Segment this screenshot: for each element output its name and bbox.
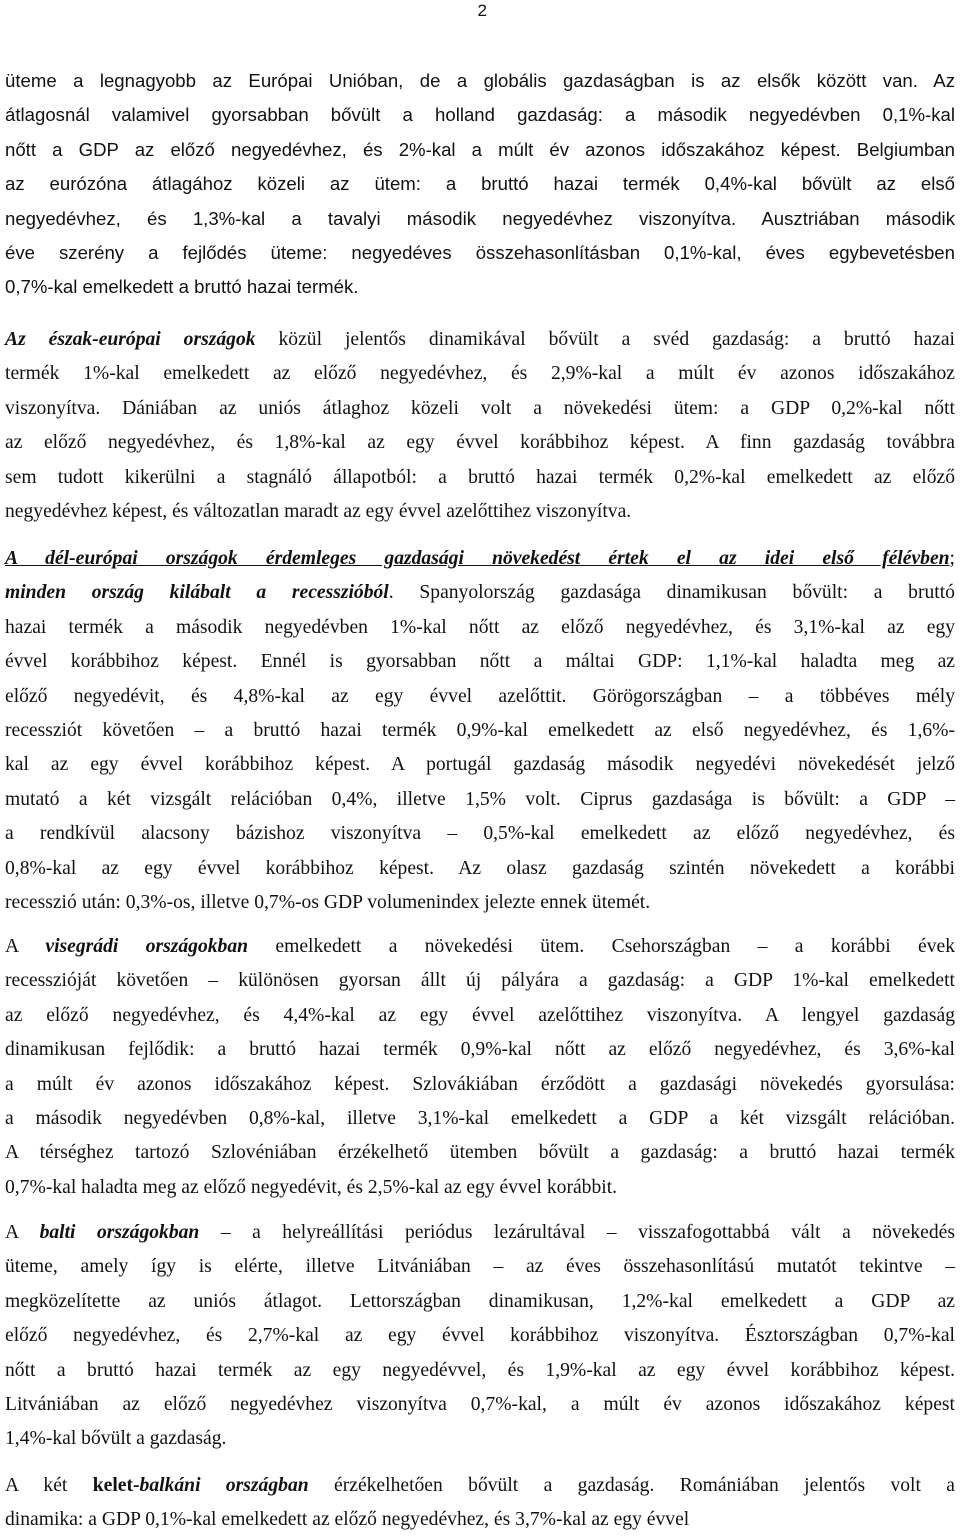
text-run: közül jelentős dinamikával bővült a svéd gazdaság: a bruttó hazai bbox=[255, 329, 955, 350]
text-run: – a helyreállítási periódus lezárultával – visszafogottabbá vált a növekedés bbox=[199, 1222, 955, 1243]
text-line bbox=[5, 748, 955, 782]
text-run: kal az egy évvel korábbihoz képest. A portugál gazdaság második negyedévi növekedését jelző bbox=[5, 754, 955, 776]
text-line bbox=[5, 392, 955, 426]
text-line bbox=[5, 1033, 955, 1067]
text-run: 1,4%-kal bővült a gazdaság. bbox=[5, 1428, 227, 1450]
text-line bbox=[5, 357, 955, 391]
text-run: . Spanyolország gazdasága dinamikusan bővült: a bruttó bbox=[388, 582, 955, 604]
text-line bbox=[5, 167, 955, 201]
text-run: termék 1%-kal emelkedett az előző negyedévhez, és 2,9%-kal a múlt év azonos időszakához bbox=[5, 363, 955, 385]
text-line bbox=[5, 817, 955, 851]
text-run: érzékelhetően bővült a gazdaság. Romániában jelentős volt a bbox=[308, 1475, 955, 1496]
text-run: nőtt a GDP az előző negyedévhez, és 2%-kal a múlt év azonos időszakához képest. Belgiumban bbox=[5, 138, 955, 160]
text-line bbox=[5, 1319, 955, 1353]
text-run: az előző negyedévhez, és 4,4%-kal az egy évvel azelőttihez viszonyítva. A lengyel gazdaság bbox=[5, 1004, 955, 1026]
text-line bbox=[5, 1422, 955, 1456]
text-run: üteme, amely így is elérte, illetve Litvániában – az éves összehasonlítású mutatót tekintve – bbox=[5, 1256, 955, 1278]
text-run: dinamikusan fejlődik: a bruttó hazai termék 0,9%-kal nőtt az előző negyedévhez, és 3,6%-kal bbox=[5, 1039, 955, 1061]
text-line bbox=[5, 783, 955, 817]
text-line bbox=[5, 133, 955, 167]
text-run: évvel korábbihoz képest. Ennél is gyorsabban nőtt a máltai GDP: 1,1%-kal haladta meg az bbox=[5, 651, 955, 673]
text-run: átlagosnál valamivel gyorsabban bővült a holland gazdaság: a második negyedévben 0,1%-kal bbox=[5, 104, 955, 126]
text-run: mutató a két vizsgált relációban 0,4%, illetve 1,5% volt. Ciprus gazdasága is bővült: a GDP – bbox=[5, 788, 955, 810]
paragraph-northern-europe bbox=[5, 323, 955, 529]
text-run: a rendkívül alacsony bázishoz viszonyítva – 0,5%-kal emelkedett az előző negyedévhez, és bbox=[5, 823, 955, 845]
paragraph-western-europe bbox=[5, 64, 955, 305]
paragraph-southern-europe bbox=[5, 542, 955, 920]
text-run: recessziót követően – a bruttó hazai termék 0,9%-kal emelkedett az első negyedévhez, és 1,6%- bbox=[5, 719, 955, 741]
text-run: üteme a legnagyobb az Európai Unióban, de a globális gazdaságban is az elsők között van. Az bbox=[5, 70, 955, 91]
text-run: sem tudott kikerülni a stagnáló állapotból: a bruttó hazai termék 0,2%-kal emelkedett az előző bbox=[5, 466, 955, 488]
text-run: A bbox=[5, 936, 46, 957]
text-line bbox=[5, 323, 955, 357]
text-run: az eurózóna átlagához közeli az ütem: a bruttó hazai termék 0,4%-kal bővült az első bbox=[5, 173, 955, 195]
text-line bbox=[5, 680, 955, 714]
text-line bbox=[5, 1102, 955, 1136]
text-line bbox=[5, 1354, 955, 1388]
text-line bbox=[5, 1171, 955, 1205]
text-run: a második negyedévben 0,8%-kal, illetve 3,1%-kal emelkedett a GDP a két vizsgált relációban. bbox=[5, 1107, 955, 1129]
emphasized-text: A dél-európai országok érdemleges gazdasági növekedést értek el az idei első félévben bbox=[5, 548, 950, 569]
text-line bbox=[5, 1136, 955, 1170]
text-run: A bbox=[5, 1222, 40, 1243]
text-line bbox=[5, 1068, 955, 1102]
emphasized-text: minden ország kilábalt a recesszióból bbox=[5, 582, 389, 604]
paragraph-baltic bbox=[5, 1216, 955, 1457]
emphasized-text: visegrádi országokban bbox=[45, 936, 249, 957]
text-run: hazai termék a második negyedévben 1%-kal nőtt az előző negyedévhez, és 3,1%-kal az egy bbox=[5, 616, 955, 638]
text-run: az előző negyedévhez, és 1,8%-kal az egy évvel korábbihoz képest. A finn gazdaság továbbra bbox=[5, 432, 955, 454]
text-run: ; bbox=[949, 548, 955, 569]
text-run: A két bbox=[5, 1475, 93, 1496]
paragraph-east-balkan bbox=[5, 1469, 955, 1538]
text-line bbox=[5, 495, 955, 529]
text-line bbox=[5, 714, 955, 748]
text-run: Litvániában az előző negyedévhez viszonyítva 0,7%-kal, a múlt év azonos időszakához képest bbox=[5, 1393, 955, 1415]
text-run: recesszióját követően – különösen gyorsan állt új pályára a gazdaság: a GDP 1%-kal emelkedett bbox=[5, 970, 955, 992]
text-line bbox=[5, 1250, 955, 1284]
text-run: emelkedett a növekedési ütem. Csehországban – a korábbi évek bbox=[248, 936, 956, 957]
text-line bbox=[5, 576, 955, 610]
text-line bbox=[5, 930, 955, 964]
text-run: 0,7%-kal emelkedett a bruttó hazai termék. bbox=[5, 276, 359, 298]
text-line bbox=[5, 1388, 955, 1422]
text-line bbox=[5, 98, 955, 132]
text-run: negyedévhez képest, és változatlan maradt az egy évvel azelőttihez viszonyítva. bbox=[5, 500, 632, 522]
text-run: A térséghez tartozó Szlovéniában érzékelhető ütemben bővült a gazdaság: a bruttó hazai termék bbox=[5, 1142, 955, 1164]
text-line bbox=[5, 542, 955, 576]
emphasized-text: Az észak-európai országok bbox=[5, 329, 256, 350]
text-run: előző negyedévhez, és 2,7%-kal az egy évvel korábbihoz viszonyítva. Észtországban 0,7%-kal bbox=[5, 1325, 955, 1347]
text-run: 0,7%-kal haladta meg az előző negyedévit, és 2,5%-kal az egy évvel korábbit. bbox=[5, 1176, 618, 1198]
text-run: dinamika: a GDP 0,1%-kal emelkedett az előző negyedévhez, és 3,7%-kal az egy évvel bbox=[5, 1509, 690, 1531]
text-line bbox=[5, 886, 955, 920]
text-run: negyedévhez, és 1,3%-kal a tavalyi második negyedévhez viszonyítva. Ausztriában második bbox=[5, 207, 955, 229]
text-run: recesszió után: 0,3%-os, illetve 0,7%-os GDP volumenindex jelezte ennek ütemét. bbox=[5, 891, 651, 913]
text-line bbox=[5, 999, 955, 1033]
text-run: nőtt a bruttó hazai termék az egy negyedévvel, és 1,9%-kal az egy évvel korábbihoz képest. bbox=[5, 1359, 955, 1381]
text-line bbox=[5, 270, 955, 304]
text-run: éve szerény a fejlődés üteme: negyedéves összehasonlításban 0,1%-kal, éves egybevetésben bbox=[5, 241, 955, 263]
text-line bbox=[5, 461, 955, 495]
text-run: 0,8%-kal az egy évvel korábbihoz képest. Az olasz gazdaság szintén növekedett a korábbi bbox=[5, 857, 955, 879]
paragraph-visegrad bbox=[5, 930, 955, 1205]
text-line bbox=[5, 202, 955, 236]
emphasized-text: balkáni országban bbox=[139, 1475, 309, 1496]
emphasized-text: kelet- bbox=[92, 1475, 140, 1496]
text-line bbox=[5, 64, 955, 98]
text-line bbox=[5, 1216, 955, 1250]
emphasized-text: balti országokban bbox=[39, 1222, 200, 1243]
text-run: előző negyedévit, és 4,8%-kal az egy évvel azelőttit. Görögországban – a többéves mély bbox=[5, 685, 955, 707]
text-line bbox=[5, 611, 955, 645]
text-run: viszonyítva. Dániában az uniós átlaghoz közeli volt a növekedési ütem: a GDP 0,2%-kal nőtt bbox=[5, 397, 955, 419]
text-line bbox=[5, 964, 955, 998]
text-run: megközelítette az uniós átlagot. Lettországban dinamikusan, 1,2%-kal emelkedett a GDP az bbox=[5, 1290, 955, 1312]
text-line bbox=[5, 852, 955, 886]
text-line bbox=[5, 645, 955, 679]
page-number: 2 bbox=[477, 1, 487, 20]
text-line bbox=[5, 1503, 955, 1537]
text-run: a múlt év azonos időszakához képest. Szlovákiában érződött a gazdasági növekedés gyorsulása: bbox=[5, 1073, 955, 1095]
text-line bbox=[5, 1285, 955, 1319]
text-line bbox=[5, 426, 955, 460]
text-line bbox=[5, 236, 955, 270]
text-line bbox=[5, 1469, 955, 1503]
